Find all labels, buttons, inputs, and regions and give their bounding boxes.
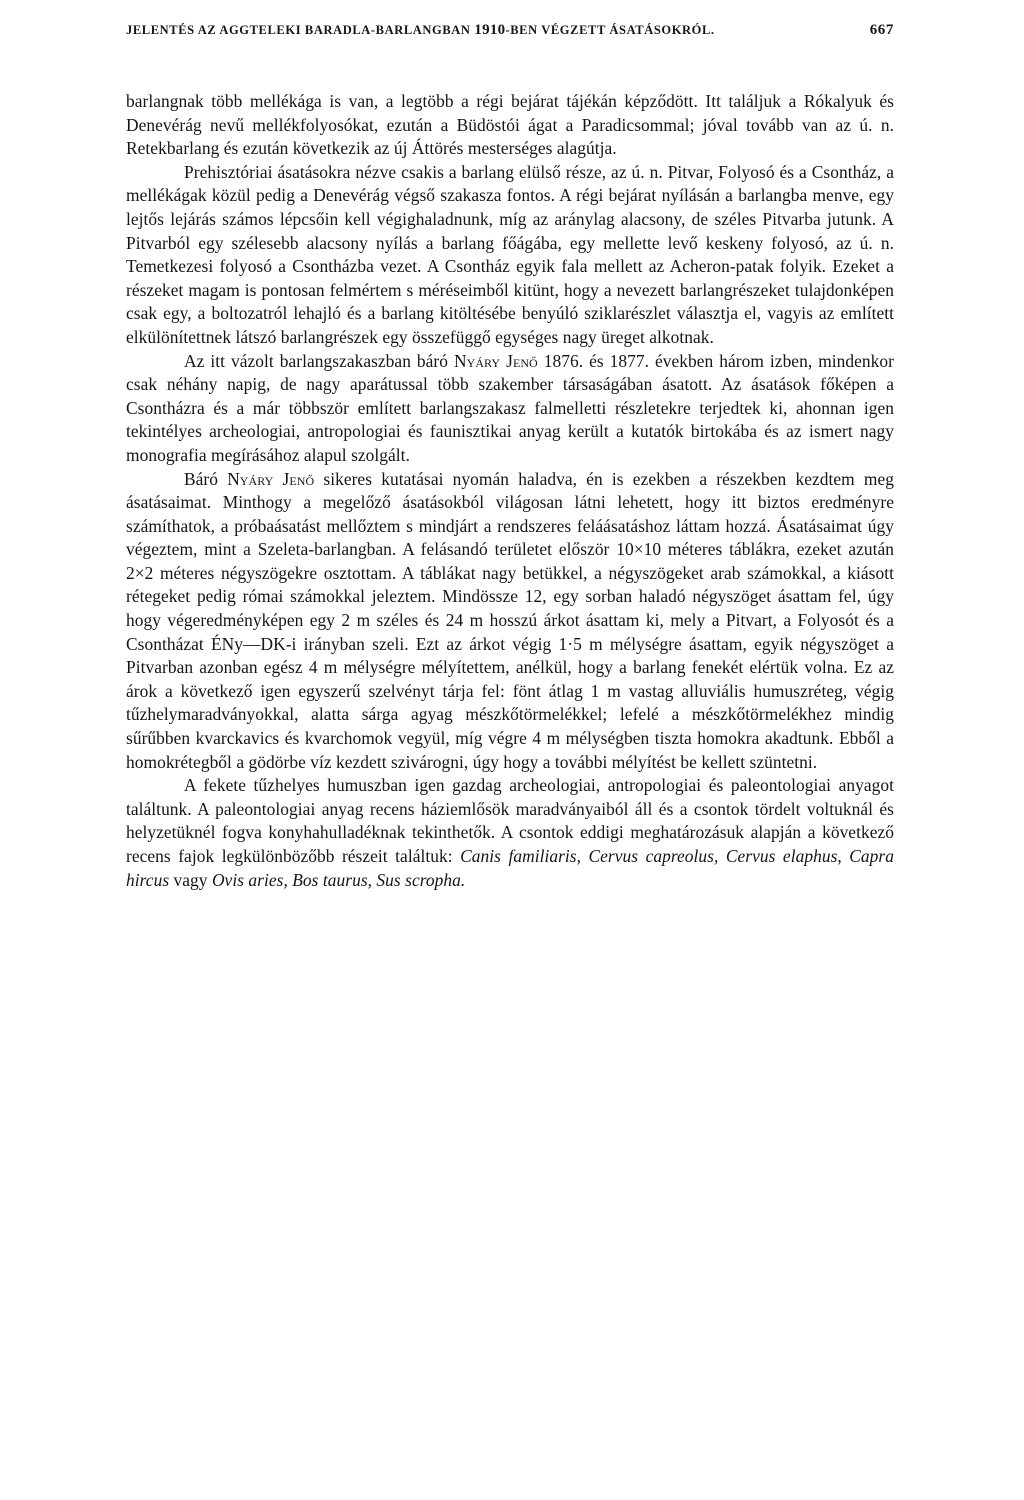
- paragraph-4: [126, 468, 894, 775]
- paragraph-5-text-b: vagy: [169, 869, 212, 890]
- running-header: [126, 22, 894, 52]
- paragraph-5-text-a: A fekete tűzhelyes humuszban igen gazdag archeologiai, antropologiai és paleontologiai anyagot találtunk. A paleontologiai anyag recens háziemlősök maradványaiból áll és a csontok tördelt voltuknál és helyzetüknél fogva konyhahulladéknak tekinthetők. A csontok eddigi meghatározásuk alapján a következő recens fajok legkülönbözőbb részeit találtuk:: [126, 775, 894, 866]
- person-name: Nyáry Jenő: [454, 350, 538, 371]
- paragraph-4-text-b: sikeres kutatásai nyomán haladva, én is ezekben a részekben kezdtem meg ásatásaimat. Minthogy a megelőző ásatásokból világosan látni lehetett, hogy itt biztos eredményre számíthatok, a próbaásatást mellőztem s mindjárt a rendszeres feláásatáshoz láttam hozzá. Ásatásaimat úgy végeztem, mint a Szeleta-barlangban. A felásandó területet először 10×10 méteres táblákra, ezeket azután 2×2 méteres négyszögekre osztottam. A táblákat nagy betükkel, a négyszögeket arab számokkal, a kiásott rétegeket pedig római számokkal jeleztem. Mindössze 12, egy sorban haladó négyszöget ásattam fel, úgy hogy végeredményképen egy 2 m széles és 24 m hosszú árkot ásattam ki, mely a Pitvart, a Folyosót és a Csontházat ÉNy—DK-i irányban szeli. Ezt az árkot végig 1·5 m mélységre ásattam, egyik négyszöget a Pitvarban azonban egész 4 m mélységre mélyítettem, anélkül, hogy a barlang fenekét elértük volna. Ez az árok a következő igen egyszerű szelvényt tárja fel: fönt átlag 1 m vastag alluviális humuszréteg, végig tűzhelymaradványokkal, alatta sárga agyag mészkőtörmelékkel; lefelé a mészkőtörmelékhez mindig sűrűbben kvarckavics és kvarchomok vegyül, míg végre 4 m mélységben tiszta homokra akadtunk. Ebből a homokrétegből a gödörbe víz kezdett szivárogni, úgy hogy a további mélyítést be kellett szüntetni.: [126, 468, 894, 772]
- running-title-year: 1910: [474, 22, 506, 38]
- document-page: [126, 22, 894, 892]
- paragraph-3-text-b: 1876. és 1877. években három izben, mindenkor csak néhány napig, de nagy aparátussal több szakember társaságában ásatott. Az ásatások főképen a Csontházra és a már többször említett barlangszakasz falmelletti részletekre terjedtek ki, ahonnan igen tekintélyes archeologiai, antropologiai és faunisztikai anyag került a kutatók birtokába és az ismert nagy monografia megírásához alapul szolgált.: [126, 350, 894, 465]
- body-text: [126, 90, 894, 892]
- paragraph-3-text-a: Az itt vázolt barlangszakaszban báró: [184, 350, 454, 371]
- paragraph-4-text-a: Báró: [184, 468, 228, 489]
- species-list-1: Canis familiaris, Cervus capreolus, Cervus elaphus, Capra hircus: [126, 846, 894, 890]
- species-list-2: Ovis aries, Bos taurus, Sus scropha.: [211, 869, 466, 890]
- paragraph-5: [126, 774, 894, 892]
- paragraph-3: [126, 350, 894, 468]
- person-name: Nyáry Jenő: [227, 468, 315, 489]
- running-title: [126, 22, 715, 39]
- running-title-part-1: JELENTÉS AZ AGGTELEKI BARADLA-BARLANGBAN: [126, 23, 475, 37]
- running-title-part-2: -BEN VÉGZETT ÁSATÁSOKRÓL.: [505, 23, 715, 37]
- paragraph-1: barlangnak több mellékága is van, a legtöbb a régi bejárat tájékán képződött. Itt találjuk a Rókalyuk és Denevérág nevű mellékfolyosókat, ezután a Büdöstói ágat a Paradicsommal; jóval tovább van az ú. n. Retekbarlang és ezután következik az új Áttörés mesterséges alagútja.: [126, 91, 894, 159]
- page-number: 667: [869, 22, 894, 38]
- paragraph-2: Prehisztóriai ásatásokra nézve csakis a barlang elülső része, az ú. n. Pitvar, Folyosó és a Csontház, a mellékágak közül pedig a Denevérág végső szakasza fontos. A régi bejárat nyílásán a barlangba menve, egy lejtős lejárás számos lépcsőin kell végighaladnunk, míg az aránylag alacsony, de széles Pitvarba jutunk. A Pitvarból egy szélesebb alacsony nyílás a barlang főágába, egy mellette levő keskeny folyosó, az ú. n. Temetkezesi folyosó a Csontházba vezet. A Csontház egyik fala mellett az Acheron-patak folyik. Ezeket a részeket magam is pontosan felmértem s méréseimből kitünt, hogy a nevezett barlangrészeket tulajdonképen csak egy, a boltozatról lehajló és a barlang kitöltésébe benyúló sziklarészlet választja el, vagyis az említett elkülönítettnek látszó barlangrészek egy összefüggő egységes nagy üreget alkotnak.: [126, 161, 894, 347]
